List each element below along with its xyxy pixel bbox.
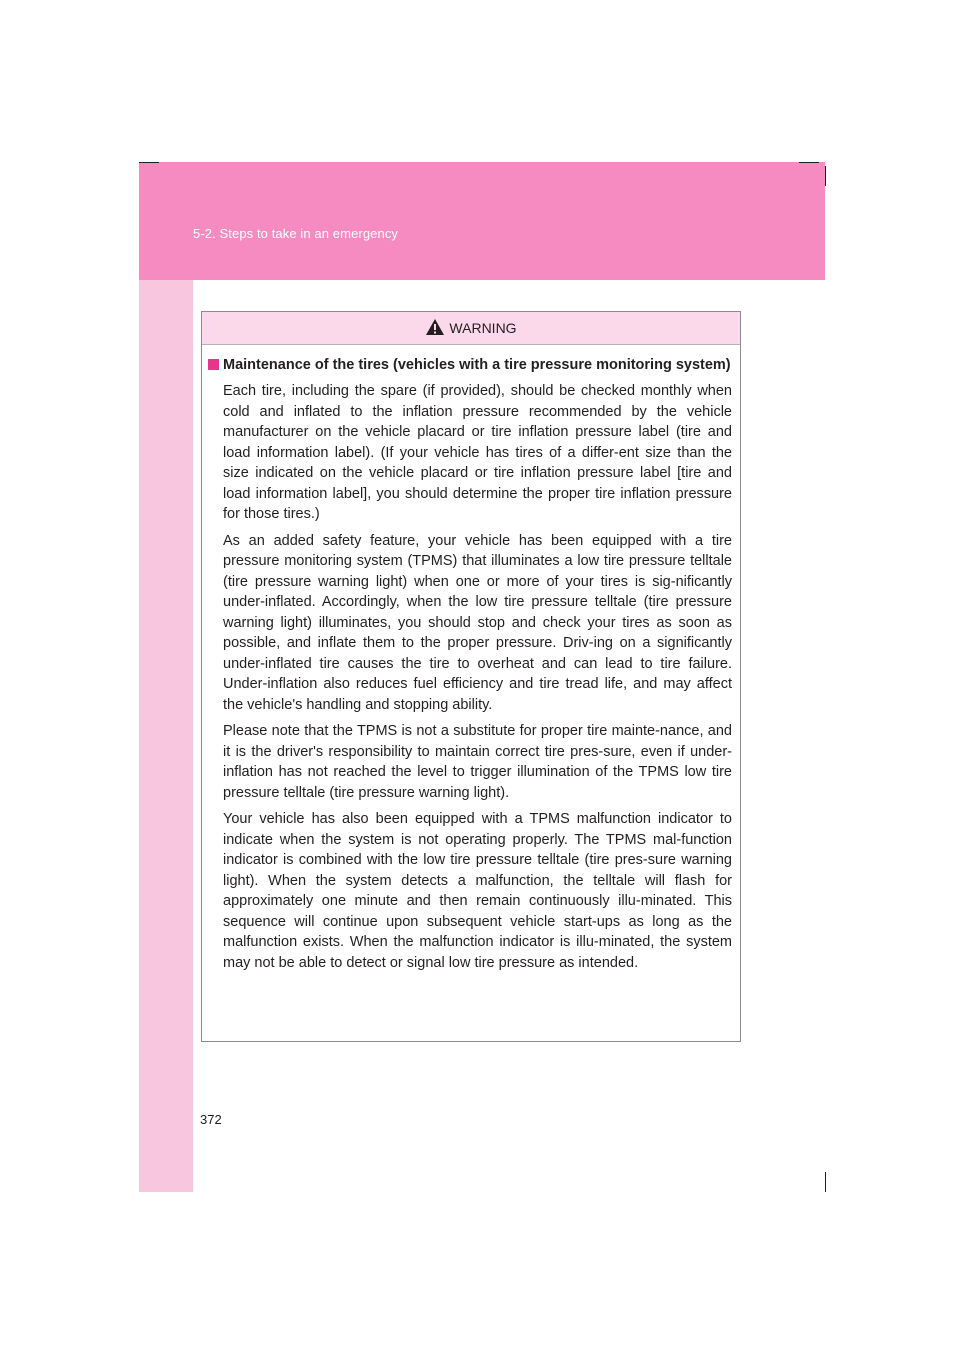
warning-body (202, 345, 740, 973)
paragraph: As an added safety feature, your vehicle has been equipped with a tire pressure monitoring system (TPMS) that illuminates a low tire pressure telltale (tire pressure warning light) when one or more of your tires is sig-nificantly under-inflated. Accordingly, when the low tire pressure telltale (tire pressure warning light) illuminates, you should stop and check your tires as soon as possible, and inflate them to the proper pressure. Driv-ing on a significantly under-inflated tire causes the tire to overheat and can lead to tire failure. Under-inflation also reduces fuel efficiency and tire tread life, and may affect the vehicle's handling and stopping ability. (223, 532, 732, 713)
page-number: 372 (200, 1112, 222, 1127)
warning-header (202, 312, 740, 345)
crop-mark (139, 162, 159, 163)
paragraph: Each tire, including the spare (if provided), should be checked monthly when cold and inflated to the inflation pressure recommended by the vehicle manufacturer on the vehicle placard or tire inflation pressure label (tire and load information label). (If your vehicle has tires of a differ-ent size than the size indicated on the vehicle placard or tire inflation pressure label [tire and load information label], you should determine the proper tire inflation pressure for those tires.) (223, 383, 732, 522)
crop-mark (799, 162, 819, 163)
header-band (139, 162, 825, 280)
crop-mark (825, 1172, 826, 1192)
warning-label: WARNING (449, 320, 517, 336)
paragraph: Please note that the TPMS is not a substitute for proper tire mainte-nance, and it is the driver's responsibility to maintain correct tire pres-sure, even if under-inflation has not reached the level to trigger illumination of the TPMS low tire pressure telltale (tire pressure warning light). (223, 723, 732, 801)
item-heading-text: Maintenance of the tires (vehicles with a tire pressure monitoring system) (223, 357, 731, 373)
crop-mark (825, 166, 826, 186)
square-bullet-icon (208, 359, 219, 370)
section-title: 5-2. Steps to take in an emergency (193, 226, 399, 241)
warning-triangle-icon (425, 320, 445, 336)
warning-box (201, 311, 741, 1042)
paragraph: Your vehicle has also been equipped with a TPMS malfunction indicator to indicate when the system is not operating properly. The TPMS mal-function indicator is combined with the low tire pressure telltale (tire pres-sure warning light). When the system detects a malfunction, the telltale will flash for approximately one minute and then remain continuously illu-minated. This sequence will continue upon subsequent vehicle start-ups as long as the malfunction exists. When the malfunction indicator is illu-minated, the system may not be able to detect or signal low tire pressure as intended. (223, 811, 732, 971)
item-heading (208, 355, 734, 375)
